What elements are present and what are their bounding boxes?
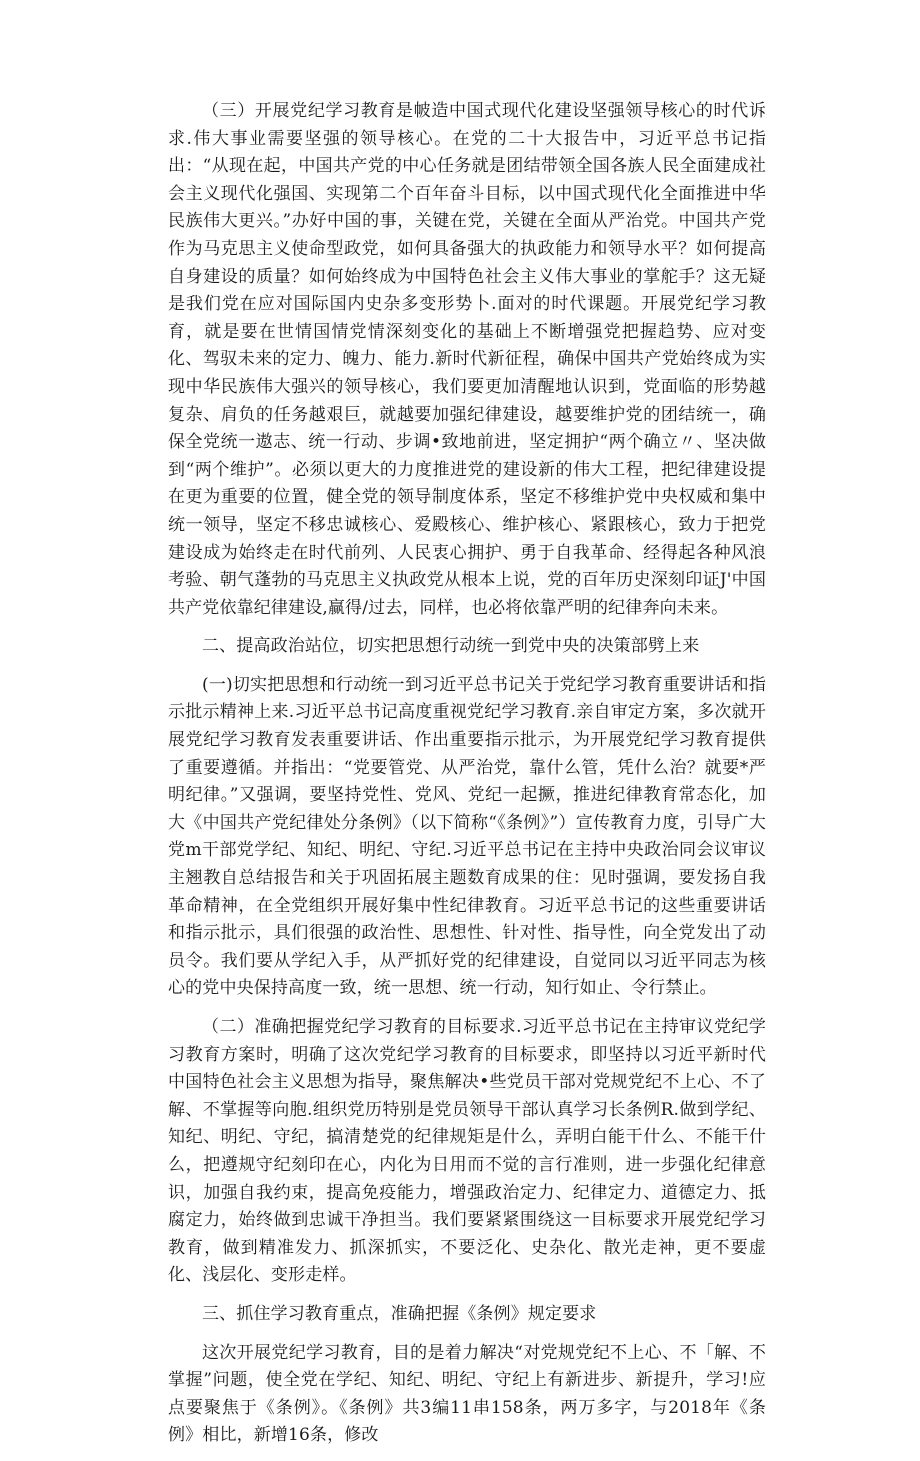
paragraph-section-1-3: （三）开展党纪学习教育是帔造中国式现代化建设坚强领导核心的时代诉求.伟大事业需要坚强的领导核心。在党的二十大报告中，习近平总书记指出：“从现在起，中国共产党的中心任务就是团结带领全国各族人民全面建成社会主义现代化强国、实现第二个百年奋斗目标，以中国式现代化全面推进中华民族伟大更兴。”办好中国的事，关键在党，关键在全面从严治党。中国共产党作为马克思主义使命型政党，如何具备强大的执政能力和领导水平？如何提高自身建设的质量？如何始终成为中国特色社会主义伟大事业的掌舵手？这无疑是我们党在应对国际国内史杂多变形势卜.面对的时代课题。开展党纪学习教育，就是要在世情国情党情深刻变化的基础上不断增强党把握趋势、应对变化、驾驭未来的定力、魄力、能力.新时代新征程，确保中国共产党始终成为实现中华民族伟大强兴的领导核心，我们要更加清醒地认识到，党面临的形势越复杂、肩负的任务越艰巨，就越要加强纪律建设，越要维护党的团结统一，确保全党统一遨志、统一行动、步调•致地前进，坚定拥护“两个确立〃、坚决做到“两个维护”。必须以更大的力度推进党的建设新的伟大工程，把纪律建设提在更为重要的位置，健全党的领导制度体系，坚定不移维护党中央权威和集中统一领导，坚定不移忠诚核心、爱殿核心、维护核心、紧跟核心，致力于把党建设成为始终走在时代前列、人民衷心拥护、勇于自我革命、经得起各种风浪考验、朝气蓬勃的马克思主义执政党从根本上说，党的百年历史深刻印证J'中国共产党依靠纪律建设,赢得/过去，同样，也必将依靠严明的纪律奔向未来。 (168, 101, 766, 618)
paragraph-section-2-2: （二）准确把握党纪学习教育的目标要求.习近平总书记在主持审议党纪学习教育方案时，明确了这次党纪学习教育的目标要求，即坚持以习近平新时代中国特色社会主义思想为指导，聚焦解决•些党员干部对党规党纪不上心、不了解、不掌握等向胞.组织党历特别是党员领导干部认真学习长条例R.做到学纪、知纪、明纪、守纪，搞清楚党的纪律规矩是什么，弄明白能干什么、不能干什么，把遵规守纪刻印在心，内化为日用而不觉的言行准则，进一步强化纪律意识，加强自我约束，提高免疫能力，增强政治定力、纪律定力、道德定力、抵腐定力，始终做到忠诚干净担当。我们要紧紧围绕这一目标要求开展党纪学习教育，做到精准发力、抓深抓实，不要泛化、史杂化、散光走神，更不要虚化、浅层化、变形走样。 (168, 1017, 766, 1286)
section-heading-2: 二、提高政治站位，切实把思想行动统一到党中央的决策部劈上来 (202, 636, 700, 657)
section-heading-3: 三、抓住学习教育重点，准确把握《条例》规定要求 (202, 1303, 597, 1324)
document-page (168, 98, 766, 1461)
paragraph-section-2-1: (一)切实把思想和行动统一到习近平总书记关于党纪学习教育重要讲话和指示批示精神上来.习近平总书记高度重视党纪学习教育.亲自审定方案，多次就开展党纪学习教育发表重要讲话、作出重要指示批示，为开展党纪学习教育提供了重要遵循。并指出：“党要管党、从严治党，靠什么管，凭什么治？就要*严明纪律。”又强调，要坚持党性、党风、党纪一起撅，推进纪律教育常态化，加大《中国共产党纪律处分条例》（以下简称“《条例》”）宣传教育力度，引导广大党m干部党学纪、知纪、明纪、守纪.习近平总书记在主持中央政治同会议审议主翘教自总结报告和关于巩固拓展主题数育成果的住：见时强调，要发扬自我革命精神，在全党组织开展好集中性纪律教育。习近平总书记的这些重要讲话和指示批示，具们很强的政治性、思想性、针对性、指导性，向全党发出了动员令。我们要从学纪入手，从严抓好党的纪律建设，自觉同以习近平同志为核心的党中央保持高度一致，统一思想、统一行动，知行如止、令行禁止。 (168, 674, 766, 999)
paragraph-section-3-intro: 这次开展党纪学习教育，目的是着力解决“对党规党纪不上心、不「解、不掌握”问题，使全党在学纪、知纪、明纪、守纪上有新进步、新提升，学习!应点要聚焦于《条例》。《条例》共3编11串158条，两万多字，与2018年《条例》相比，新增16条，修改 (168, 1342, 766, 1446)
